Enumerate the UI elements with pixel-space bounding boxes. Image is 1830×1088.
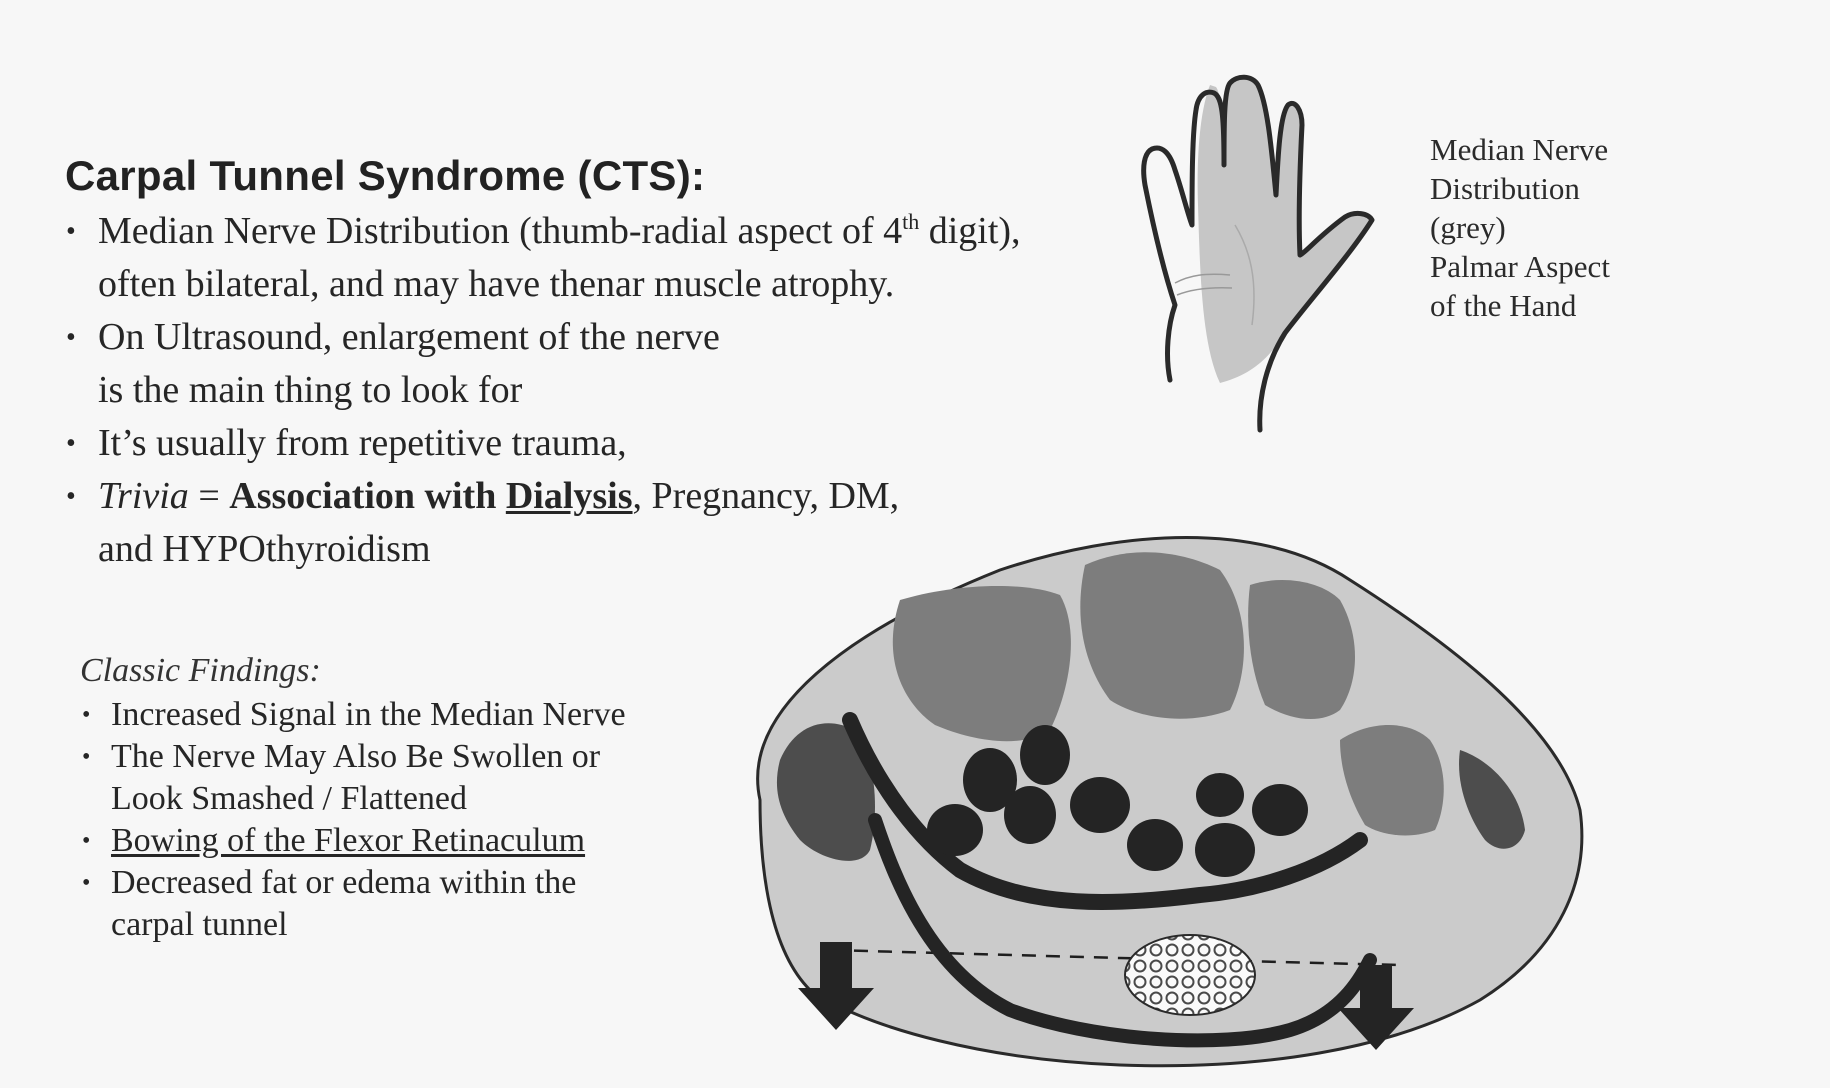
flexor-tendon <box>1196 773 1244 817</box>
trapezoid-bone <box>1248 580 1355 719</box>
bullet-median-nerve <box>62 205 1142 311</box>
flexor-tendon <box>1020 725 1070 785</box>
bullet-line: often bilateral, and may have thenar muscle atrophy. <box>98 263 895 305</box>
bullet-line: and HYPOthyroidism <box>98 528 431 570</box>
bullet-line: • Trivia = Association with Dialysis, Pregnancy, DM, <box>98 475 900 517</box>
flexor-tendon <box>1252 784 1308 836</box>
hand-diagram <box>1140 75 1430 455</box>
bullet-line: is the main thing to look for <box>98 369 523 411</box>
finding-item: • The Nerve May Also Be Swollen or Look Smashed / Flattened <box>80 736 720 820</box>
bullet-trauma <box>62 417 1142 470</box>
page-title: Carpal Tunnel Syndrome (CTS): <box>65 152 706 199</box>
classic-findings-label: Classic Findings: <box>80 652 321 689</box>
finding-item: • Decreased fat or edema within the carpal tunnel <box>80 862 720 946</box>
bullet-line: • Median Nerve Distribution (thumb-radial aspect of 4th digit), <box>98 209 1021 252</box>
finding-item: • Bowing of the Flexor Retinaculum <box>80 820 720 862</box>
bullet-line: • On Ultrasound, enlargement of the nerve <box>98 316 720 358</box>
finding-item: • Increased Signal in the Median Nerve <box>80 694 720 736</box>
bullet-line: • It’s usually from repetitive trauma, <box>98 422 627 464</box>
flexor-tendon <box>1004 786 1056 844</box>
flexor-tendon <box>1070 777 1130 833</box>
dialysis-term: Dialysis <box>505 475 633 517</box>
flexor-tendon <box>1127 819 1183 871</box>
median-nerve <box>1125 935 1255 1015</box>
carpal-tunnel-cross-section <box>700 510 1600 1080</box>
hand-caption: Median Nerve Distribution (grey) Palmar Aspect of the Hand <box>1430 132 1610 323</box>
classic-findings-list <box>80 694 720 946</box>
flexor-tendon <box>927 804 983 856</box>
bullet-ultrasound <box>62 311 1142 417</box>
flexor-tendon <box>1195 823 1255 877</box>
